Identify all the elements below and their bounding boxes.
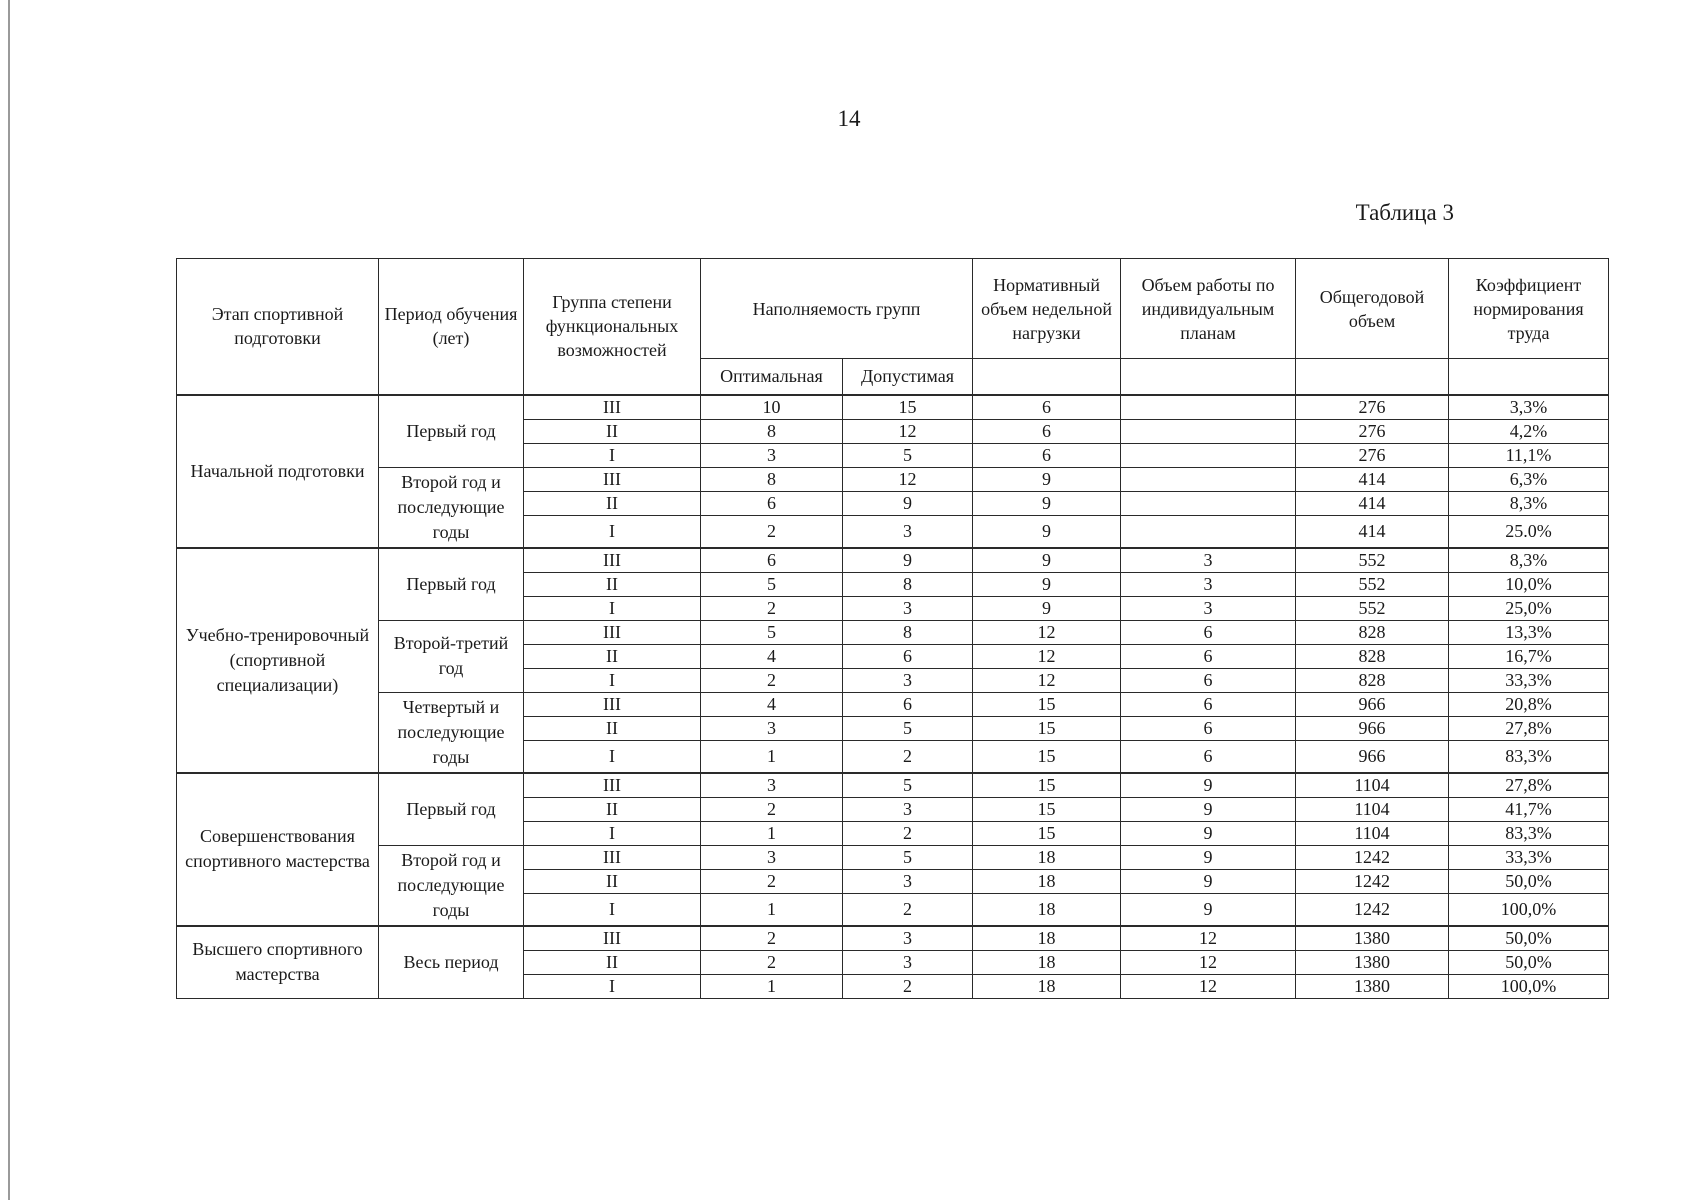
- cell-period: Второй год и последующие годы: [379, 467, 524, 548]
- cell-group: I: [524, 821, 701, 845]
- cell-individual: [1121, 467, 1296, 491]
- cell-weekly-load: 15: [973, 692, 1121, 716]
- cell-individual: [1121, 419, 1296, 443]
- header-fill-allowed: Допустимая: [843, 359, 973, 395]
- cell-fill-optimal: 1: [701, 974, 843, 998]
- cell-fill-allowed: 3: [843, 950, 973, 974]
- cell-coef: 41,7%: [1449, 797, 1609, 821]
- page-edge-line: [8, 0, 10, 1200]
- cell-fill-allowed: 5: [843, 773, 973, 798]
- cell-annual: 1104: [1296, 821, 1449, 845]
- cell-annual: 1380: [1296, 926, 1449, 951]
- cell-period: Второй-третий год: [379, 620, 524, 692]
- header-annual: Общегодовой объем: [1296, 259, 1449, 359]
- cell-fill-optimal: 4: [701, 692, 843, 716]
- cell-period: Первый год: [379, 773, 524, 846]
- cell-weekly-load: 9: [973, 572, 1121, 596]
- cell-individual: 3: [1121, 572, 1296, 596]
- cell-weekly-load: 9: [973, 548, 1121, 573]
- header-blank-cell: [1121, 359, 1296, 395]
- cell-fill-allowed: 12: [843, 467, 973, 491]
- cell-individual: 6: [1121, 740, 1296, 773]
- cell-fill-allowed: 3: [843, 869, 973, 893]
- header-period: Период обучения (лет): [379, 259, 524, 395]
- cell-fill-allowed: 3: [843, 926, 973, 951]
- cell-annual: 276: [1296, 419, 1449, 443]
- cell-individual: 6: [1121, 716, 1296, 740]
- cell-fill-optimal: 10: [701, 395, 843, 420]
- cell-weekly-load: 15: [973, 716, 1121, 740]
- header-fill-optimal: Оптимальная: [701, 359, 843, 395]
- header-blank-cell: [1449, 359, 1609, 395]
- cell-group: II: [524, 572, 701, 596]
- cell-group: I: [524, 596, 701, 620]
- cell-fill-optimal: 3: [701, 773, 843, 798]
- cell-annual: 552: [1296, 548, 1449, 573]
- cell-fill-allowed: 3: [843, 596, 973, 620]
- cell-fill-optimal: 2: [701, 668, 843, 692]
- cell-coef: 11,1%: [1449, 443, 1609, 467]
- cell-group: I: [524, 515, 701, 548]
- cell-group: II: [524, 491, 701, 515]
- cell-annual: 828: [1296, 668, 1449, 692]
- cell-fill-allowed: 6: [843, 644, 973, 668]
- page-number: 14: [837, 106, 861, 131]
- cell-stage: Совершенствования спортивного мастерства: [177, 773, 379, 926]
- cell-fill-optimal: 4: [701, 644, 843, 668]
- cell-fill-optimal: 1: [701, 740, 843, 773]
- cell-group: III: [524, 773, 701, 798]
- cell-weekly-load: 15: [973, 797, 1121, 821]
- cell-coef: 4,2%: [1449, 419, 1609, 443]
- cell-annual: 276: [1296, 395, 1449, 420]
- cell-annual: 966: [1296, 692, 1449, 716]
- cell-coef: 27,8%: [1449, 773, 1609, 798]
- table-body: [177, 395, 1609, 999]
- cell-group: III: [524, 467, 701, 491]
- cell-coef: 13,3%: [1449, 620, 1609, 644]
- cell-annual: 414: [1296, 467, 1449, 491]
- cell-weekly-load: 18: [973, 950, 1121, 974]
- cell-group: III: [524, 548, 701, 573]
- cell-group: III: [524, 845, 701, 869]
- cell-fill-allowed: 2: [843, 893, 973, 926]
- cell-coef: 20,8%: [1449, 692, 1609, 716]
- cell-weekly-load: 6: [973, 419, 1121, 443]
- cell-annual: 552: [1296, 596, 1449, 620]
- cell-individual: 9: [1121, 773, 1296, 798]
- cell-annual: 1242: [1296, 869, 1449, 893]
- cell-individual: [1121, 443, 1296, 467]
- cell-fill-optimal: 5: [701, 620, 843, 644]
- cell-fill-allowed: 5: [843, 716, 973, 740]
- table-row: [177, 395, 1609, 420]
- cell-weekly-load: 18: [973, 926, 1121, 951]
- cell-coef: 6,3%: [1449, 467, 1609, 491]
- cell-fill-optimal: 1: [701, 821, 843, 845]
- cell-annual: 1242: [1296, 893, 1449, 926]
- cell-weekly-load: 15: [973, 740, 1121, 773]
- cell-individual: 3: [1121, 548, 1296, 573]
- cell-group: III: [524, 620, 701, 644]
- cell-group: I: [524, 893, 701, 926]
- cell-coef: 50,0%: [1449, 926, 1609, 951]
- cell-group: I: [524, 443, 701, 467]
- cell-annual: 828: [1296, 620, 1449, 644]
- cell-fill-optimal: 3: [701, 716, 843, 740]
- cell-coef: 8,3%: [1449, 548, 1609, 573]
- cell-weekly-load: 15: [973, 773, 1121, 798]
- cell-weekly-load: 6: [973, 395, 1121, 420]
- cell-individual: 9: [1121, 893, 1296, 926]
- cell-fill-optimal: 3: [701, 845, 843, 869]
- cell-weekly-load: 9: [973, 596, 1121, 620]
- cell-fill-allowed: 12: [843, 419, 973, 443]
- cell-period: Первый год: [379, 548, 524, 621]
- cell-annual: 828: [1296, 644, 1449, 668]
- cell-group: II: [524, 644, 701, 668]
- cell-coef: 25.0%: [1449, 515, 1609, 548]
- cell-fill-allowed: 15: [843, 395, 973, 420]
- cell-weekly-load: 12: [973, 668, 1121, 692]
- header-coef: Коэффициент нормирования труда: [1449, 259, 1609, 359]
- cell-period: Четвертый и последующие годы: [379, 692, 524, 773]
- cell-individual: 9: [1121, 821, 1296, 845]
- header-blank-cell: [973, 359, 1121, 395]
- cell-stage: Высшего спортивного мастерства: [177, 926, 379, 999]
- cell-individual: [1121, 395, 1296, 420]
- cell-fill-optimal: 1: [701, 893, 843, 926]
- cell-weekly-load: 9: [973, 515, 1121, 548]
- cell-annual: 276: [1296, 443, 1449, 467]
- cell-stage: Начальной подготовки: [177, 395, 379, 548]
- header-group: Группа степени функциональных возможностей: [524, 259, 701, 395]
- cell-weekly-load: 12: [973, 620, 1121, 644]
- cell-fill-allowed: 2: [843, 740, 973, 773]
- cell-fill-optimal: 5: [701, 572, 843, 596]
- cell-group: II: [524, 950, 701, 974]
- cell-fill-optimal: 6: [701, 491, 843, 515]
- cell-individual: 9: [1121, 845, 1296, 869]
- cell-group: I: [524, 740, 701, 773]
- table-row: [177, 467, 1609, 491]
- cell-coef: 100,0%: [1449, 974, 1609, 998]
- cell-weekly-load: 9: [973, 467, 1121, 491]
- cell-fill-allowed: 9: [843, 548, 973, 573]
- cell-coef: 33,3%: [1449, 668, 1609, 692]
- cell-coef: 83,3%: [1449, 821, 1609, 845]
- cell-fill-allowed: 8: [843, 572, 973, 596]
- cell-fill-optimal: 2: [701, 926, 843, 951]
- cell-coef: 16,7%: [1449, 644, 1609, 668]
- cell-fill-optimal: 8: [701, 467, 843, 491]
- cell-weekly-load: 9: [973, 491, 1121, 515]
- cell-fill-allowed: 5: [843, 845, 973, 869]
- cell-weekly-load: 15: [973, 821, 1121, 845]
- cell-individual: 9: [1121, 797, 1296, 821]
- header-weekly-load: Нормативный объем недельной нагрузки: [973, 259, 1121, 359]
- cell-period: Второй год и последующие годы: [379, 845, 524, 926]
- table-row: [177, 548, 1609, 573]
- cell-fill-allowed: 5: [843, 443, 973, 467]
- cell-group: III: [524, 926, 701, 951]
- cell-group: II: [524, 419, 701, 443]
- cell-fill-allowed: 2: [843, 821, 973, 845]
- cell-coef: 83,3%: [1449, 740, 1609, 773]
- cell-fill-optimal: 6: [701, 548, 843, 573]
- cell-coef: 3,3%: [1449, 395, 1609, 420]
- table-row: [177, 692, 1609, 716]
- cell-coef: 33,3%: [1449, 845, 1609, 869]
- cell-coef: 8,3%: [1449, 491, 1609, 515]
- cell-coef: 50,0%: [1449, 950, 1609, 974]
- cell-coef: 50,0%: [1449, 869, 1609, 893]
- cell-individual: 12: [1121, 974, 1296, 998]
- cell-period: Весь период: [379, 926, 524, 999]
- table-row: [177, 926, 1609, 951]
- cell-weekly-load: 18: [973, 845, 1121, 869]
- cell-group: III: [524, 692, 701, 716]
- cell-annual: 1104: [1296, 773, 1449, 798]
- table-row: [177, 620, 1609, 644]
- cell-fill-optimal: 2: [701, 869, 843, 893]
- cell-annual: 414: [1296, 491, 1449, 515]
- cell-fill-allowed: 2: [843, 974, 973, 998]
- cell-weekly-load: 6: [973, 443, 1121, 467]
- cell-fill-optimal: 2: [701, 797, 843, 821]
- cell-group: I: [524, 668, 701, 692]
- cell-annual: 966: [1296, 740, 1449, 773]
- cell-individual: 6: [1121, 620, 1296, 644]
- header-stage: Этап спортивной подготовки: [177, 259, 379, 395]
- cell-individual: 6: [1121, 644, 1296, 668]
- cell-annual: 1242: [1296, 845, 1449, 869]
- cell-group: II: [524, 716, 701, 740]
- cell-coef: 25,0%: [1449, 596, 1609, 620]
- training-load-table: [176, 258, 1609, 999]
- cell-weekly-load: 18: [973, 893, 1121, 926]
- cell-individual: 6: [1121, 668, 1296, 692]
- cell-fill-allowed: 6: [843, 692, 973, 716]
- cell-individual: 9: [1121, 869, 1296, 893]
- cell-annual: 414: [1296, 515, 1449, 548]
- cell-individual: 12: [1121, 926, 1296, 951]
- cell-group: II: [524, 797, 701, 821]
- cell-individual: 12: [1121, 950, 1296, 974]
- cell-weekly-load: 12: [973, 644, 1121, 668]
- cell-annual: 1104: [1296, 797, 1449, 821]
- cell-individual: 6: [1121, 692, 1296, 716]
- table-row: [177, 773, 1609, 798]
- table-row: [177, 845, 1609, 869]
- cell-annual: 552: [1296, 572, 1449, 596]
- table-caption: Таблица 3: [1355, 200, 1454, 225]
- header-fill: Наполняемость групп: [701, 259, 973, 359]
- cell-fill-allowed: 9: [843, 491, 973, 515]
- cell-individual: [1121, 491, 1296, 515]
- header-blank-cell: [1296, 359, 1449, 395]
- cell-group: II: [524, 869, 701, 893]
- header-individual: Объем работы по индивидуальным планам: [1121, 259, 1296, 359]
- cell-fill-optimal: 3: [701, 443, 843, 467]
- cell-individual: [1121, 515, 1296, 548]
- cell-annual: 1380: [1296, 974, 1449, 998]
- cell-individual: 3: [1121, 596, 1296, 620]
- cell-fill-optimal: 8: [701, 419, 843, 443]
- cell-fill-allowed: 3: [843, 668, 973, 692]
- cell-fill-optimal: 2: [701, 596, 843, 620]
- cell-fill-optimal: 2: [701, 950, 843, 974]
- cell-fill-allowed: 3: [843, 515, 973, 548]
- cell-annual: 966: [1296, 716, 1449, 740]
- cell-weekly-load: 18: [973, 974, 1121, 998]
- cell-group: III: [524, 395, 701, 420]
- cell-stage: Учебно-тренировочный (спортивной специализации): [177, 548, 379, 773]
- cell-period: Первый год: [379, 395, 524, 468]
- cell-group: I: [524, 974, 701, 998]
- cell-fill-optimal: 2: [701, 515, 843, 548]
- cell-weekly-load: 18: [973, 869, 1121, 893]
- cell-coef: 27,8%: [1449, 716, 1609, 740]
- cell-coef: 10,0%: [1449, 572, 1609, 596]
- cell-coef: 100,0%: [1449, 893, 1609, 926]
- cell-fill-allowed: 3: [843, 797, 973, 821]
- cell-annual: 1380: [1296, 950, 1449, 974]
- cell-fill-allowed: 8: [843, 620, 973, 644]
